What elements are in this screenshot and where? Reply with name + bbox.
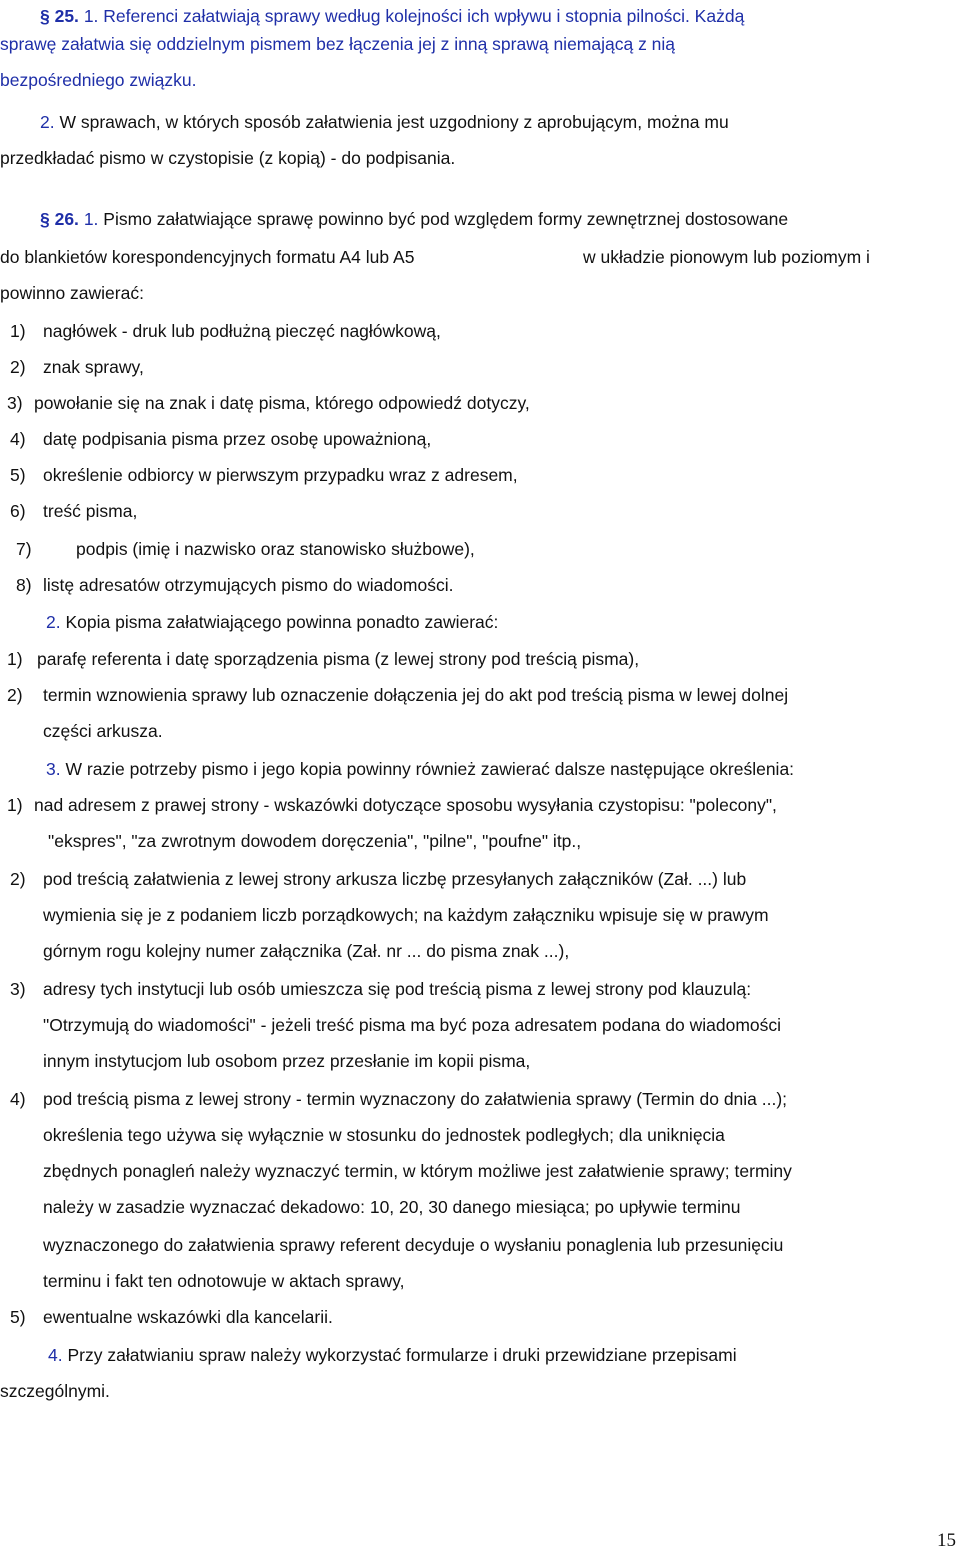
paragraph-number: 1. bbox=[83, 6, 99, 26]
list-item: nagłówek - druk lub podłużną pieczęć nagłówkową, bbox=[43, 321, 441, 341]
list-item: podpis (imię i nazwisko oraz stanowisko służbowe), bbox=[76, 539, 475, 559]
list-item: nad adresem z prawej strony - wskazówki dotyczące sposobu wysyłania czystopisu: "polecony", bbox=[34, 795, 777, 815]
item-number: 2) bbox=[10, 357, 26, 377]
paragraph-number: 2. bbox=[46, 612, 61, 632]
text-line: do blankietów korespondencyjnych formatu A4 lub A5 bbox=[0, 247, 415, 267]
text-line: przedkładać pismo w czystopisie (z kopią) - do podpisania. bbox=[0, 148, 456, 168]
item-number: 5) bbox=[10, 465, 26, 485]
text-line: Pismo załatwiające sprawę powinno być pod względem formy zewnętrznej dostosowane bbox=[103, 209, 789, 229]
section-25-paragraph-1 bbox=[40, 4, 744, 28]
text-line: Przy załatwianiu spraw należy wykorzystać formularze i druki przewidziane przepisami bbox=[67, 1345, 737, 1365]
item-number: 7) bbox=[16, 539, 32, 559]
list-item: datę podpisania pisma przez osobę upoważnioną, bbox=[43, 429, 432, 449]
item-number: 3) bbox=[7, 393, 23, 413]
page-number: 15 bbox=[937, 1530, 956, 1551]
item-number: 8) bbox=[16, 575, 32, 595]
list-item: treść pisma, bbox=[43, 501, 138, 521]
text-line: Referenci załatwiają sprawy według kolejności ich wpływu i stopnia pilności. Każdą bbox=[103, 6, 745, 26]
list-item: pod treścią pisma z lewej strony - termin wyznaczony do załatwienia sprawy (Termin do dnia ...); bbox=[43, 1089, 788, 1109]
item-number: 6) bbox=[10, 501, 26, 521]
text-line: szczególnymi. bbox=[0, 1381, 110, 1401]
list-item: adresy tych instytucji lub osób umieszcza się pod treścią pisma z lewej strony pod klauzulą: bbox=[43, 979, 752, 999]
section-26-paragraph-3 bbox=[46, 757, 794, 781]
text-line: bezpośredniego związku. bbox=[0, 70, 197, 90]
list-item-continuation: części arkusza. bbox=[43, 721, 163, 741]
section-26-paragraph-2 bbox=[46, 610, 498, 634]
list-item: określenie odbiorcy w pierwszym przypadku wraz z adresem, bbox=[43, 465, 518, 485]
text-line: sprawę załatwia się oddzielnym pismem bez łączenia jej z inną sprawą niemającą z nią bbox=[0, 34, 676, 54]
item-number: 2) bbox=[10, 869, 26, 889]
list-item-continuation: "ekspres", "za zwrotnym dowodem doręczenia", "pilne", "poufne" itp., bbox=[48, 831, 582, 851]
section-25-label: § 25. bbox=[40, 6, 79, 26]
list-item: pod treścią załatwienia z lewej strony arkusza liczbę przesyłanych załączników (Zał. ...) lub bbox=[43, 869, 747, 889]
list-item-continuation: wymienia się je z podaniem liczb porządkowych; na każdym załączniku wpisuje się w prawym bbox=[43, 905, 769, 925]
paragraph-number: 2. bbox=[40, 112, 55, 132]
list-item-continuation: należy w zasadzie wyznaczać dekadowo: 10, 20, 30 danego miesiąca; po upływie terminu bbox=[43, 1197, 741, 1217]
text-line: w układzie pionowym lub poziomym i bbox=[583, 247, 870, 267]
list-item: ewentualne wskazówki dla kancelarii. bbox=[43, 1307, 333, 1327]
item-number: 4) bbox=[10, 1089, 26, 1109]
item-number: 3) bbox=[10, 979, 26, 999]
section-25-paragraph-2 bbox=[40, 110, 729, 134]
list-item: znak sprawy, bbox=[43, 357, 144, 377]
list-item-continuation: innym instytucjom lub osobom przez przesłanie im kopii pisma, bbox=[43, 1051, 531, 1071]
list-item-continuation: określenia tego używa się wyłącznie w stosunku do jednostek podległych; dla uniknięcia bbox=[43, 1125, 725, 1145]
list-item-continuation: wyznaczonego do załatwienia sprawy referent decyduje o wysłaniu ponaglenia lub przesunięciu bbox=[43, 1235, 784, 1255]
paragraph-number: 4. bbox=[48, 1345, 63, 1365]
list-item: listę adresatów otrzymujących pismo do wiadomości. bbox=[43, 575, 454, 595]
list-item: powołanie się na znak i datę pisma, którego odpowiedź dotyczy, bbox=[34, 393, 530, 413]
item-number: 1) bbox=[7, 795, 23, 815]
item-number: 1) bbox=[7, 649, 23, 669]
item-number: 5) bbox=[10, 1307, 26, 1327]
section-26-label: § 26. bbox=[40, 209, 79, 229]
item-number: 2) bbox=[7, 685, 23, 705]
paragraph-number: 1. bbox=[83, 209, 99, 229]
list-item-continuation: górnym rogu kolejny numer załącznika (Zał. nr ... do pisma znak ...), bbox=[43, 941, 570, 961]
item-number: 4) bbox=[10, 429, 26, 449]
list-item-continuation: "Otrzymują do wiadomości" - jeżeli treść pisma ma być poza adresatem podana do wiadomości bbox=[43, 1015, 782, 1035]
text-line: powinno zawierać: bbox=[0, 283, 144, 303]
text-line: W razie potrzeby pismo i jego kopia powinny również zawierać dalsze następujące określenia: bbox=[65, 759, 795, 779]
list-item: termin wznowienia sprawy lub oznaczenie dołączenia jej do akt pod treścią pisma w lewej dolnej bbox=[43, 685, 789, 705]
paragraph-number: 3. bbox=[46, 759, 61, 779]
list-item: parafę referenta i datę sporządzenia pisma (z lewej strony pod treścią pisma), bbox=[37, 649, 640, 669]
item-number: 1) bbox=[10, 321, 26, 341]
text-line: Kopia pisma załatwiającego powinna ponadto zawierać: bbox=[65, 612, 499, 632]
section-26-paragraph-1 bbox=[40, 207, 788, 231]
list-item-continuation: zbędnych ponagleń należy wyznaczyć termin, w którym możliwe jest załatwienie sprawy; terminy bbox=[43, 1161, 792, 1181]
list-item-continuation: terminu i fakt ten odnotowuje w aktach sprawy, bbox=[43, 1271, 405, 1291]
section-26-paragraph-4 bbox=[48, 1343, 737, 1367]
text-line: W sprawach, w których sposób załatwienia jest uzgodniony z aprobującym, można mu bbox=[59, 112, 729, 132]
